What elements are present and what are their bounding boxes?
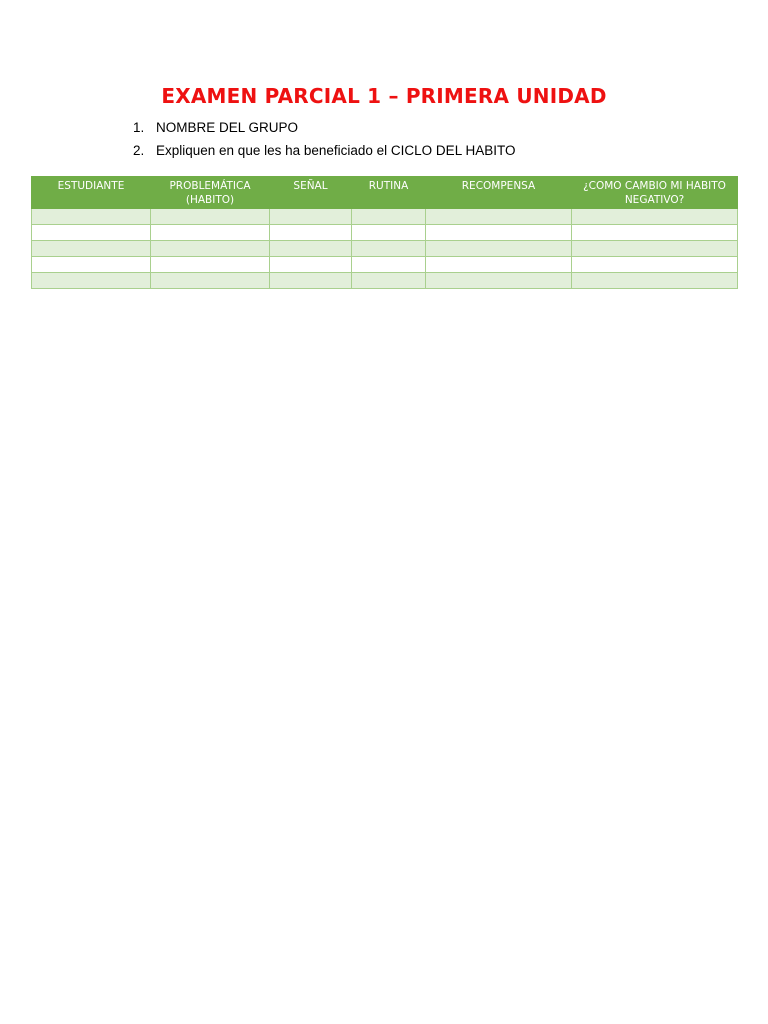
table-cell[interactable] bbox=[426, 257, 572, 273]
table-cell[interactable] bbox=[151, 273, 270, 289]
table-cell[interactable] bbox=[572, 257, 738, 273]
table-cell[interactable] bbox=[270, 225, 352, 241]
table-cell[interactable] bbox=[572, 273, 738, 289]
column-header-estudiante: ESTUDIANTE bbox=[32, 177, 151, 209]
column-header-recompensa: RECOMPENSA bbox=[426, 177, 572, 209]
list-item-number: 1. bbox=[133, 120, 145, 135]
list-item bbox=[133, 118, 515, 141]
table-cell[interactable] bbox=[426, 209, 572, 225]
table-cell[interactable] bbox=[572, 241, 738, 257]
table-cell[interactable] bbox=[572, 225, 738, 241]
habit-table bbox=[31, 176, 738, 289]
question-list bbox=[133, 118, 515, 164]
table-cell[interactable] bbox=[32, 273, 151, 289]
column-header-problematica: PROBLEMÁTICA (HABITO) bbox=[151, 177, 270, 209]
table-cell[interactable] bbox=[32, 225, 151, 241]
page-title: EXAMEN PARCIAL 1 – PRIMERA UNIDAD bbox=[161, 84, 607, 108]
table-row bbox=[32, 225, 738, 241]
column-header-senal: SEÑAL bbox=[270, 177, 352, 209]
column-header-como-cambio: ¿COMO CAMBIO MI HABITO NEGATIVO? bbox=[572, 177, 738, 209]
table-cell[interactable] bbox=[270, 209, 352, 225]
table-row bbox=[32, 273, 738, 289]
habit-table-wrapper bbox=[31, 176, 737, 289]
table-cell[interactable] bbox=[352, 241, 426, 257]
column-header-rutina: RUTINA bbox=[352, 177, 426, 209]
table-cell[interactable] bbox=[151, 241, 270, 257]
table-cell[interactable] bbox=[270, 257, 352, 273]
table-row bbox=[32, 241, 738, 257]
table-cell[interactable] bbox=[572, 209, 738, 225]
table-cell[interactable] bbox=[151, 225, 270, 241]
table-cell[interactable] bbox=[426, 273, 572, 289]
list-item-number: 2. bbox=[133, 143, 145, 158]
table-cell[interactable] bbox=[426, 225, 572, 241]
table-cell[interactable] bbox=[352, 225, 426, 241]
table-cell[interactable] bbox=[270, 241, 352, 257]
table-cell[interactable] bbox=[426, 241, 572, 257]
table-cell[interactable] bbox=[151, 257, 270, 273]
table-cell[interactable] bbox=[270, 273, 352, 289]
table-cell[interactable] bbox=[352, 209, 426, 225]
table-cell[interactable] bbox=[32, 241, 151, 257]
table-body bbox=[32, 209, 738, 289]
list-item-text: Expliquen en que les ha beneficiado el CICLO DEL HABITO bbox=[156, 143, 516, 158]
table-cell[interactable] bbox=[352, 273, 426, 289]
table-cell[interactable] bbox=[352, 257, 426, 273]
table-row bbox=[32, 257, 738, 273]
table-cell[interactable] bbox=[32, 257, 151, 273]
table-cell[interactable] bbox=[32, 209, 151, 225]
list-item-text: NOMBRE DEL GRUPO bbox=[156, 120, 299, 135]
list-item bbox=[133, 141, 515, 164]
table-row bbox=[32, 209, 738, 225]
table-cell[interactable] bbox=[151, 209, 270, 225]
table-header-row bbox=[32, 177, 738, 209]
